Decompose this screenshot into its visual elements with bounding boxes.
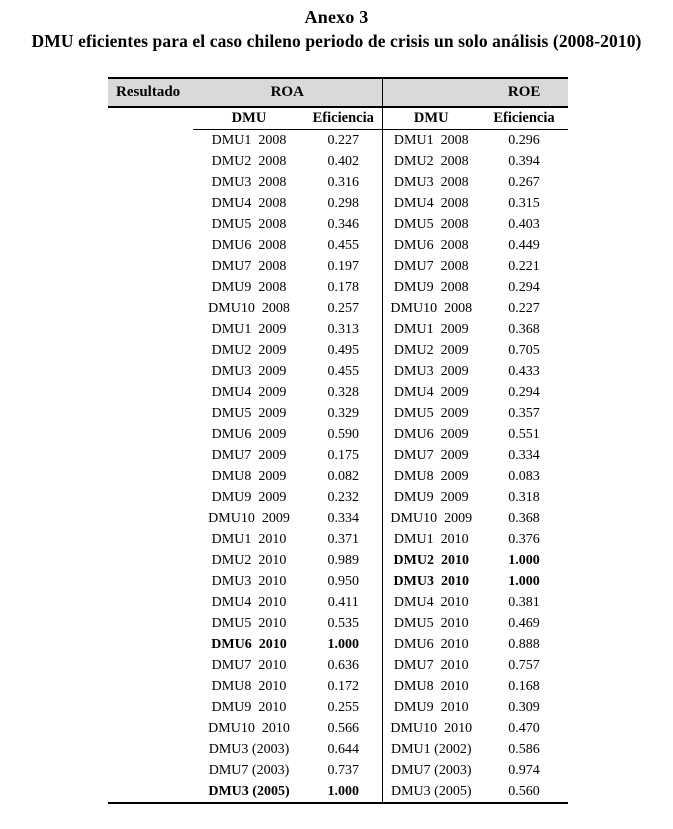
resultado-cell [108,151,193,172]
roa-eficiencia-cell: 0.197 [327,258,359,274]
roa-eficiencia-cell: 0.232 [327,489,359,505]
roe-eficiencia-cell: 0.586 [508,741,540,757]
table-row [108,277,568,298]
resultado-cell [108,466,193,487]
resultado-cell [108,676,193,697]
roa-dmu-cell: DMU4 2008 [211,195,287,211]
resultado-cell [108,193,193,214]
roe-eficiencia-cell: 0.221 [508,258,540,274]
table-row [108,130,568,152]
roa-eficiencia-cell: 0.371 [327,531,359,547]
roe-dmu-cell: DMU3 2009 [382,361,480,382]
roe-dmu-cell: DMU5 2010 [382,613,480,634]
roe-eficiencia-cell: 0.376 [508,531,540,547]
roe-dmu-cell: DMU5 2009 [382,403,480,424]
roe-eficiencia-cell: 0.469 [508,615,540,631]
table-row [108,676,568,697]
roe-eficiencia-cell: 0.560 [480,781,568,803]
roa-eficiencia-cell: 0.175 [327,447,359,463]
roa-dmu-cell: DMU4 2010 [211,594,287,610]
roe-eficiencia-cell: 0.888 [508,636,540,652]
roe-dmu-cell: DMU3 (2005) [382,781,480,803]
resultado-cell [108,634,193,655]
resultado-cell [108,592,193,613]
efficiency-results-table [108,77,568,804]
resultado-cell [108,424,193,445]
sub-header-row [108,107,568,130]
roa-dmu-cell: DMU3 (2005) [193,781,305,803]
roa-eficiencia-cell: 0.636 [327,657,359,673]
table-row [108,256,568,277]
roe-eficiencia-cell: 0.309 [508,699,540,715]
page-subtitle: DMU eficientes para el caso chileno periodo de crisis un solo análisis (2008-2010) [31,31,642,51]
roa-dmu-cell: DMU3 2010 [211,573,287,589]
roe-eficiencia-cell: 0.449 [508,237,540,253]
roe-eficiencia-cell: 0.315 [508,195,540,211]
table-row [108,214,568,235]
roa-eficiencia-cell: 0.227 [327,132,359,148]
resultado-cell [108,529,193,550]
roe-eficiencia-cell: 0.168 [508,678,540,694]
table-row [108,634,568,655]
roa-eficiencia-cell: 0.255 [327,699,359,715]
roa-dmu-cell: DMU4 2009 [211,384,287,400]
resultado-cell [108,361,193,382]
roa-eficiencia-cell: 0.178 [327,279,359,295]
roa-dmu-subheader: DMU [193,107,305,130]
table-row [108,550,568,571]
resultado-cell [108,739,193,760]
resultado-cell [108,319,193,340]
table-row [108,193,568,214]
roe-eficiencia-cell: 0.083 [508,468,540,484]
roe-dmu-cell: DMU2 2010 [382,550,480,571]
roa-dmu-cell: DMU1 2008 [211,132,287,148]
roe-eficiencia-cell: 0.974 [508,762,540,778]
roa-dmu-cell: DMU1 2010 [211,531,287,547]
roe-eficiencia-cell: 0.551 [508,426,540,442]
roa-eficiencia-cell: 0.455 [327,237,359,253]
table-row [108,718,568,739]
page-title: Anexo 3 [304,7,369,27]
roa-dmu-cell: DMU1 2009 [211,321,287,337]
roa-dmu-cell: DMU6 2008 [211,237,287,253]
roe-dmu-cell: DMU7 2009 [382,445,480,466]
table-row [108,151,568,172]
roa-dmu-cell: DMU7 2008 [211,258,287,274]
roe-dmu-cell: DMU4 2008 [382,193,480,214]
roe-dmu-cell: DMU9 2009 [382,487,480,508]
resultado-cell [108,760,193,781]
roe-dmu-cell: DMU7 (2003) [382,760,480,781]
resultado-cell [108,718,193,739]
resultado-cell [108,382,193,403]
roa-eficiencia-cell: 0.455 [327,363,359,379]
roe-eficiencia-cell: 0.227 [508,300,540,316]
roe-dmu-cell: DMU3 2008 [382,172,480,193]
roa-dmu-cell: DMU8 2010 [211,678,287,694]
roe-dmu-cell: DMU4 2010 [382,592,480,613]
resultado-cell [108,655,193,676]
roe-eficiencia-cell: 0.357 [508,405,540,421]
roa-dmu-cell: DMU10 2010 [208,720,290,736]
roa-eficiencia-cell: 0.172 [327,678,359,694]
roe-dmu-cell: DMU1 2009 [382,319,480,340]
table-row [108,298,568,319]
table-row [108,697,568,718]
roa-dmu-cell: DMU9 2008 [211,279,287,295]
table-row [108,340,568,361]
roa-eficiencia-cell: 0.411 [327,594,359,610]
table-body [108,130,568,804]
roe-dmu-cell: DMU1 (2002) [382,739,480,760]
roa-dmu-cell: DMU2 2010 [211,552,287,568]
roa-dmu-cell: DMU9 2010 [211,699,287,715]
roe-eficiencia-cell: 0.334 [508,447,540,463]
roa-eficiencia-cell: 0.535 [327,615,359,631]
roe-dmu-cell: DMU1 2008 [382,130,480,152]
roe-eficiencia-cell: 0.294 [508,384,540,400]
roe-eficiencia-cell: 0.368 [508,510,540,526]
roe-eficiencia-cell: 0.381 [508,594,540,610]
table-row [108,235,568,256]
roa-eficiencia-cell: 0.316 [327,174,359,190]
roe-dmu-cell: DMU9 2008 [382,277,480,298]
roe-dmu-cell: DMU4 2009 [382,382,480,403]
roe-dmu-cell: DMU8 2009 [382,466,480,487]
roe-dmu-cell: DMU6 2008 [382,235,480,256]
roa-dmu-cell: DMU5 2008 [211,216,287,232]
roe-eficiencia-cell: 0.403 [508,216,540,232]
roa-dmu-cell: DMU6 2010 [211,636,287,652]
resultado-cell [108,487,193,508]
roa-dmu-cell: DMU3 2009 [211,363,287,379]
roe-eficiencia-subheader: Eficiencia [480,107,568,130]
table-row [108,445,568,466]
roe-group-header [382,78,568,107]
roe-dmu-subheader: DMU [382,107,480,130]
table-row [108,529,568,550]
roe-dmu-cell: DMU10 2008 [382,298,480,319]
roa-eficiencia-cell: 0.590 [327,426,359,442]
roa-eficiencia-cell: 0.329 [327,405,359,421]
roa-dmu-cell: DMU9 2009 [211,489,287,505]
table-row [108,424,568,445]
roe-dmu-cell: DMU9 2010 [382,697,480,718]
resultado-cell [108,340,193,361]
group-header-row [108,78,568,107]
resultado-cell [108,571,193,592]
roa-dmu-cell: DMU3 2008 [211,174,287,190]
roe-dmu-cell: DMU6 2010 [382,634,480,655]
table-row [108,466,568,487]
roa-dmu-cell: DMU2 2008 [211,153,287,169]
table-row [108,613,568,634]
roa-dmu-cell: DMU10 2009 [208,510,290,526]
roa-eficiencia-cell: 1.000 [305,781,382,803]
roa-eficiencia-cell: 0.328 [327,384,359,400]
table-row [108,592,568,613]
roe-dmu-cell: DMU10 2010 [382,718,480,739]
roe-dmu-cell: DMU6 2009 [382,424,480,445]
resultado-cell [108,403,193,424]
table-row [108,487,568,508]
roa-group-header: ROA [193,78,382,107]
roa-eficiencia-cell: 0.082 [327,468,359,484]
resultado-cell [108,508,193,529]
resultado-cell [108,445,193,466]
roa-eficiencia-cell: 1.000 [327,636,359,652]
resultado-cell [108,298,193,319]
roe-eficiencia-cell: 0.294 [508,279,540,295]
roe-eficiencia-cell: 0.296 [508,132,540,148]
roe-dmu-cell: DMU2 2009 [382,340,480,361]
roe-dmu-cell: DMU2 2008 [382,151,480,172]
resultado-empty-subheader [108,107,193,130]
roe-dmu-cell: DMU1 2010 [382,529,480,550]
roa-dmu-cell: DMU6 2009 [211,426,287,442]
roa-dmu-cell: DMU8 2009 [211,468,287,484]
roe-eficiencia-cell: 1.000 [508,552,540,568]
roe-dmu-cell: DMU7 2010 [382,655,480,676]
resultado-cell [108,781,193,803]
resultado-cell [108,550,193,571]
roe-dmu-cell: DMU10 2009 [382,508,480,529]
roe-eficiencia-cell: 0.470 [508,720,540,736]
roa-eficiencia-cell: 0.989 [327,552,359,568]
roa-dmu-cell: DMU10 2008 [208,300,290,316]
resultado-cell [108,214,193,235]
table-row [108,172,568,193]
roe-eficiencia-cell: 0.318 [508,489,540,505]
roa-eficiencia-cell: 0.346 [327,216,359,232]
resultado-column-header: Resultado [108,78,193,107]
roa-eficiencia-cell: 0.298 [327,195,359,211]
roa-eficiencia-cell: 0.950 [327,573,359,589]
table-row [108,655,568,676]
roe-eficiencia-cell: 0.705 [508,342,540,358]
roe-eficiencia-cell: 0.394 [508,153,540,169]
roe-group-label: ROE [507,84,541,100]
roe-eficiencia-cell: 0.267 [508,174,540,190]
table-row [108,319,568,340]
roe-dmu-cell: DMU8 2010 [382,676,480,697]
roe-eficiencia-cell: 0.433 [508,363,540,379]
resultado-cell [108,172,193,193]
roa-eficiencia-cell: 0.644 [327,741,359,757]
roa-eficiencia-cell: 0.334 [327,510,359,526]
resultado-cell [108,130,193,152]
roa-eficiencia-subheader: Eficiencia [305,107,382,130]
table-row [108,781,568,803]
roe-dmu-cell: DMU3 2010 [382,571,480,592]
table-row [108,403,568,424]
resultado-cell [108,613,193,634]
table-row [108,508,568,529]
table-row [108,760,568,781]
roa-dmu-cell: DMU7 2009 [211,447,287,463]
roa-dmu-cell: DMU7 2010 [211,657,287,673]
resultado-cell [108,256,193,277]
roe-dmu-cell: DMU7 2008 [382,256,480,277]
roa-eficiencia-cell: 0.257 [327,300,359,316]
roa-dmu-cell: DMU5 2010 [211,615,287,631]
roa-dmu-cell: DMU3 (2003) [208,741,290,757]
roa-eficiencia-cell: 0.495 [327,342,359,358]
roe-eficiencia-cell: 0.757 [508,657,540,673]
table-row [108,382,568,403]
roe-dmu-cell: DMU5 2008 [382,214,480,235]
roe-eficiencia-cell: 0.368 [508,321,540,337]
roa-eficiencia-cell: 0.313 [327,321,359,337]
table-row [108,571,568,592]
roa-eficiencia-cell: 0.402 [327,153,359,169]
roa-dmu-cell: DMU5 2009 [211,405,287,421]
roa-eficiencia-cell: 0.566 [327,720,359,736]
roa-eficiencia-cell: 0.737 [327,762,359,778]
resultado-cell [108,277,193,298]
table-row [108,739,568,760]
roa-dmu-cell: DMU7 (2003) [208,762,290,778]
resultado-cell [108,235,193,256]
table-row [108,361,568,382]
roe-eficiencia-cell: 1.000 [508,573,540,589]
resultado-cell [108,697,193,718]
roa-dmu-cell: DMU2 2009 [211,342,287,358]
